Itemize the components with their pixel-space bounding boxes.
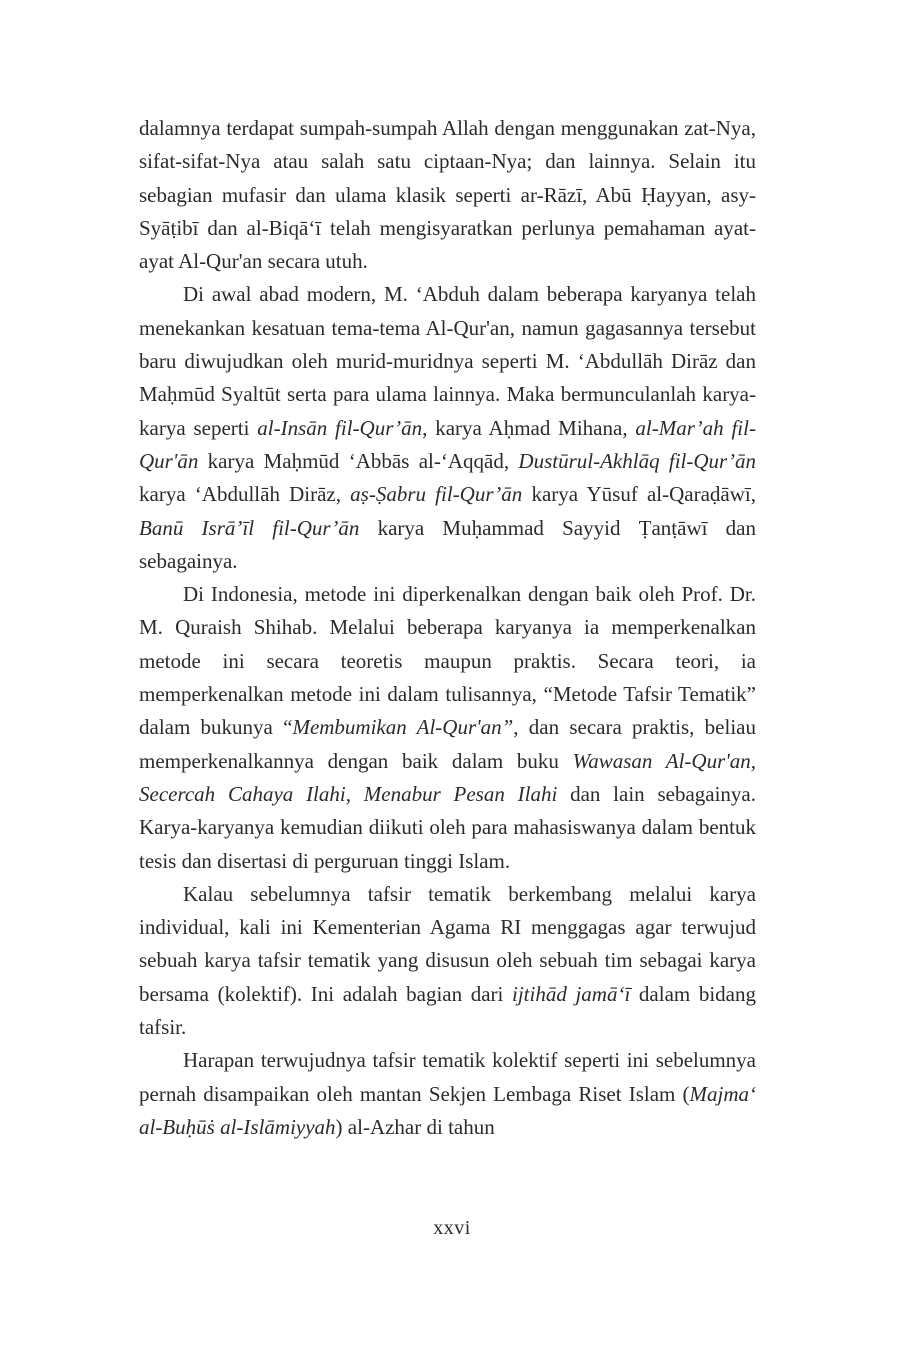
italic-title-text: Dustūrul-Akhlāq fil-Qur’ān — [518, 448, 756, 473]
body-text: dalam bidang tafsir. — [139, 981, 757, 1040]
paragraph — [139, 878, 756, 1044]
italic-title-text: al-Mar’ah fil-Qur'ān — [139, 415, 756, 473]
italic-title-text: Majma‘ al-Buḥūṡ al-Islāmiyyah — [139, 1081, 756, 1139]
body-text: Di Indonesia, metode ini diperkenalkan dengan baik oleh Prof. Dr. M. Quraish Shihab. Melalui beberapa karyanya ia memperkenalkan metode ini secara teoretis maupun praktis. Secara teori, ia memperkenalkan metode ini dalam tulisannya, “Metode Tafsir Tematik” dalam bukunya “ — [139, 582, 756, 740]
body-text: Kalau sebelumnya tafsir tematik berkembang melalui karya individual, kali ini Kementerian Agama RI menggagas agar terwujud sebuah karya tafsir tematik yang disusun oleh sebuah tim sebagai karya bersama (kolektif). Ini adalah bagian dari — [139, 881, 756, 1006]
body-text: ) al-Azhar di tahun — [335, 1114, 495, 1139]
body-text: karya Muḥammad Sayyid Ṭanṭāwī dan sebagainya. — [139, 515, 756, 573]
body-text: karya Yūsuf al-Qaraḍāwī, — [522, 482, 756, 507]
italic-title-text: Banū Isrā’īl fil-Qur’ān — [139, 515, 360, 540]
body-text: karya ‘Abdullāh Dirāz, — [139, 482, 351, 507]
italic-title-text: Membumikan Al-Qur'an” — [292, 715, 514, 740]
italic-title-text: aṣ-Ṣabru fil-Qur’ān — [350, 482, 523, 507]
paragraph — [139, 112, 756, 278]
paragraph — [139, 1044, 756, 1144]
italic-title-text: al-Insān fil-Qur’ān — [257, 415, 423, 440]
page-number: xxvi — [433, 1217, 471, 1239]
page-body — [139, 112, 756, 1144]
paragraph — [139, 278, 756, 578]
italic-title-text: Wawasan Al-Qur'an, Secercah Cahaya Ilahi, Menabur Pesan Ilahi — [139, 748, 756, 806]
paragraph — [139, 578, 756, 878]
body-text: , karya Aḥmad Mihana, — [422, 415, 636, 440]
body-text: dalamnya terdapat sumpah-sumpah Allah dengan menggunakan zat-Nya, sifat-sifat-Nya atau salah satu ciptaan-Nya; dan lainnya. Selain itu sebagian mufasir dan ulama klasik seperti ar-Rāzī, Abū Ḥayyan, asy-Syāṭibī dan al-Biqā‘ī telah mengisyaratkan perlunya pemahaman ayat-ayat Al-Qur'an secara utuh. — [139, 116, 756, 274]
body-text: karya Maḥmūd ‘Abbās al-‘Aqqād, — [198, 448, 519, 473]
body-text: Harapan terwujudnya tafsir tematik kolektif seperti ini sebelumnya pernah disampaikan oleh mantan Sekjen Lembaga Riset Islam ( — [139, 1048, 756, 1106]
body-text: , dan secara praktis, beliau memperkenalkannya dengan baik dalam buku — [139, 715, 756, 773]
body-text: Di awal abad modern, M. ‘Abduh dalam beberapa karyanya telah menekankan kesatuan tema-tema Al-Qur'an, namun gagasannya tersebut baru diwujudkan oleh murid-muridnya seperti M. ‘Abdullāh Dirāz dan Maḥmūd Syaltūt serta para ulama lainnya. Maka bermunculanlah karya-karya seperti — [139, 282, 756, 440]
body-text: dan lain sebagainya. Karya-karyanya kemudian diikuti oleh para mahasiswanya dalam bentuk tesis dan disertasi di perguruan tinggi Islam. — [139, 781, 756, 873]
italic-title-text: ijtihād jamā‘ī — [512, 981, 631, 1006]
